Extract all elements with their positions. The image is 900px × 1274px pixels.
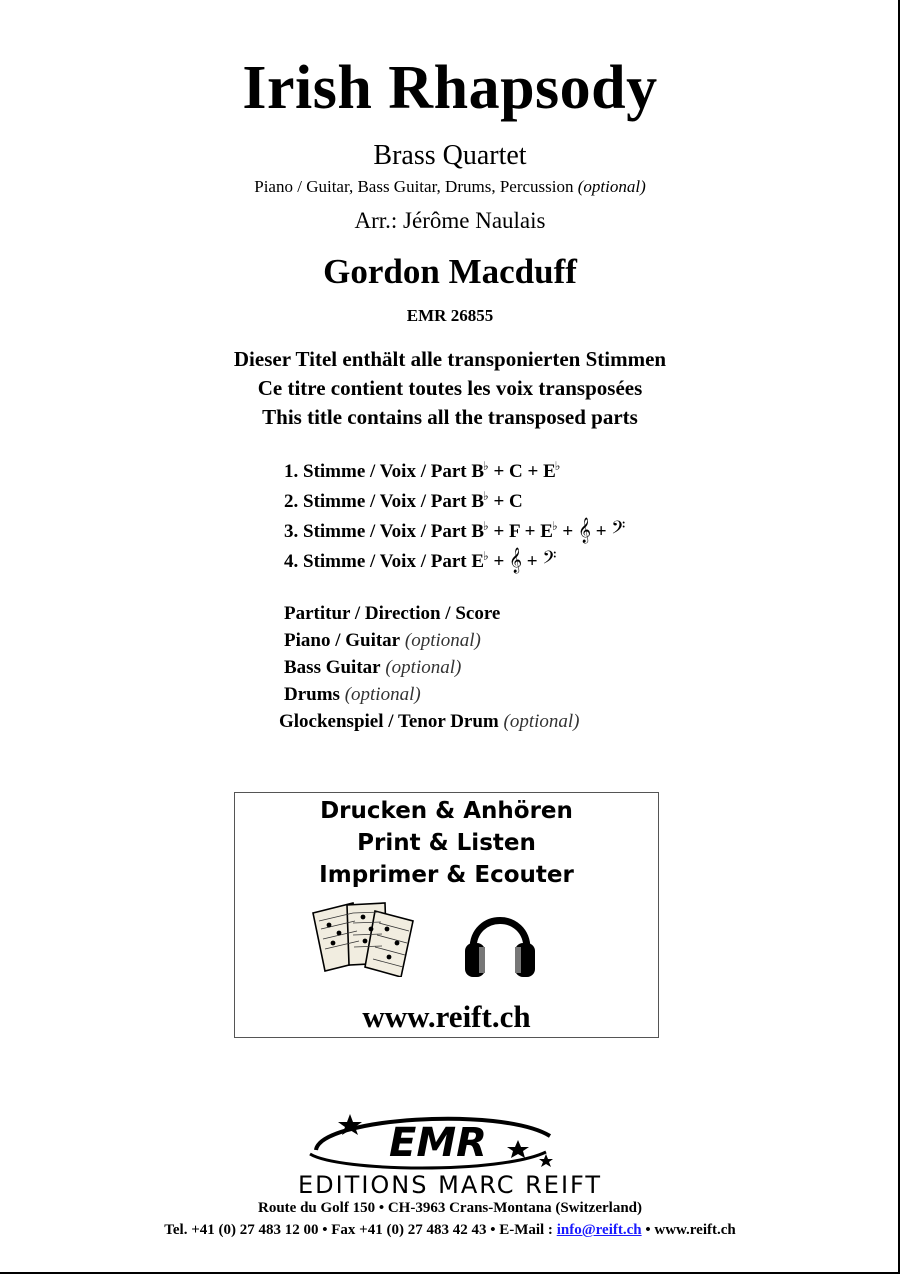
scoring-item: [284, 654, 580, 681]
part-label: 3. Stimme / Voix / Part B: [284, 521, 485, 542]
scoring-note: (optional): [503, 711, 580, 732]
scoring-label: Partitur / Direction / Score: [284, 603, 501, 624]
scoring-item: [284, 627, 580, 654]
flat-icon: ♭: [551, 519, 558, 533]
flat-icon: ♭: [483, 489, 489, 503]
promo-line-en: Print & Listen: [357, 830, 536, 856]
scoring-label: Bass Guitar: [284, 657, 381, 678]
transposition-note-en: This title contains all the transposed parts: [262, 405, 638, 429]
part-keys: + F + E: [488, 521, 553, 542]
scoring-item: [279, 708, 580, 735]
headphones-icon: [463, 901, 537, 986]
publisher-contact: [0, 1220, 900, 1240]
composer-name: Gordon Macduff: [323, 252, 577, 291]
print-listen-box[interactable]: [234, 792, 659, 1038]
part-keys: +: [488, 551, 510, 572]
logo-text: EMR: [389, 1120, 487, 1166]
publisher-address: Route du Golf 150 • CH-3963 Crans-Montana (Switzerland): [258, 1200, 642, 1216]
optional-note: (optional): [577, 177, 646, 196]
scoring-label: Drums: [284, 684, 340, 705]
scoring-note: (optional): [404, 630, 481, 651]
website-link[interactable]: www.reift.ch: [362, 999, 531, 1034]
publisher-name: EDITIONS MARC REIFT: [297, 1171, 603, 1199]
transposition-note-fr: Ce titre contient toutes les voix transposées: [257, 376, 643, 400]
email-link[interactable]: info@reift.ch: [556, 1222, 642, 1238]
transposition-notes: [0, 345, 900, 432]
instrumentation-line: [0, 176, 900, 198]
sheet-music-icon: [309, 897, 421, 982]
instrument-list: Piano / Guitar, Bass Guitar, Drums, Percussion: [254, 177, 574, 196]
part-line-2: [284, 481, 625, 511]
scoring-list: [279, 600, 580, 735]
promo-line-fr: Imprimer & Ecouter: [319, 862, 574, 888]
flat-icon: ♭: [554, 459, 561, 473]
part-label: 1. Stimme / Voix / Part B: [284, 461, 485, 482]
part-line-4: [284, 541, 625, 571]
bass-clef-icon: 𝄢: [611, 518, 626, 543]
flat-icon: ♭: [483, 549, 489, 563]
treble-clef-icon: 𝄞: [509, 548, 523, 573]
scoring-note: (optional): [385, 657, 462, 678]
part-label: 2. Stimme / Voix / Part B: [284, 491, 485, 512]
part-keys: +: [522, 551, 543, 572]
contact-website[interactable]: • www.reift.ch: [641, 1222, 736, 1238]
contact-phone-fax: Tel. +41 (0) 27 483 12 00 • Fax +41 (0) 27 483 42 43 • E-Mail :: [164, 1222, 557, 1238]
part-line-3: [284, 511, 625, 541]
promo-line-de: Drucken & Anhören: [320, 798, 573, 824]
piece-title: Irish Rhapsody: [242, 54, 658, 122]
ensemble-subtitle: Brass Quartet: [373, 140, 527, 171]
parts-list: [284, 451, 625, 571]
part-keys: +: [590, 521, 612, 542]
scoring-label: Glockenspiel / Tenor Drum: [279, 711, 499, 732]
flat-icon: ♭: [483, 459, 489, 473]
transposition-note-de: Dieser Titel enthält alle transponierten Stimmen: [233, 347, 667, 371]
emr-logo: [300, 1110, 560, 1177]
scoring-item: [284, 600, 580, 627]
bass-clef-icon: 𝄢: [542, 548, 557, 573]
part-label: 4. Stimme / Voix / Part E: [284, 551, 485, 572]
part-keys: + C: [488, 491, 523, 512]
part-line-1: [284, 451, 625, 481]
part-keys: +: [557, 521, 578, 542]
treble-clef-icon: 𝄞: [577, 518, 591, 543]
scoring-label: Piano / Guitar: [284, 630, 401, 651]
part-keys: + C + E: [488, 461, 556, 482]
flat-icon: ♭: [483, 519, 489, 533]
catalog-number: EMR 26855: [406, 306, 494, 325]
scoring-item: [284, 681, 580, 708]
scoring-note: (optional): [344, 684, 421, 705]
arranger-credit: Arr.: Jérôme Naulais: [354, 208, 546, 233]
